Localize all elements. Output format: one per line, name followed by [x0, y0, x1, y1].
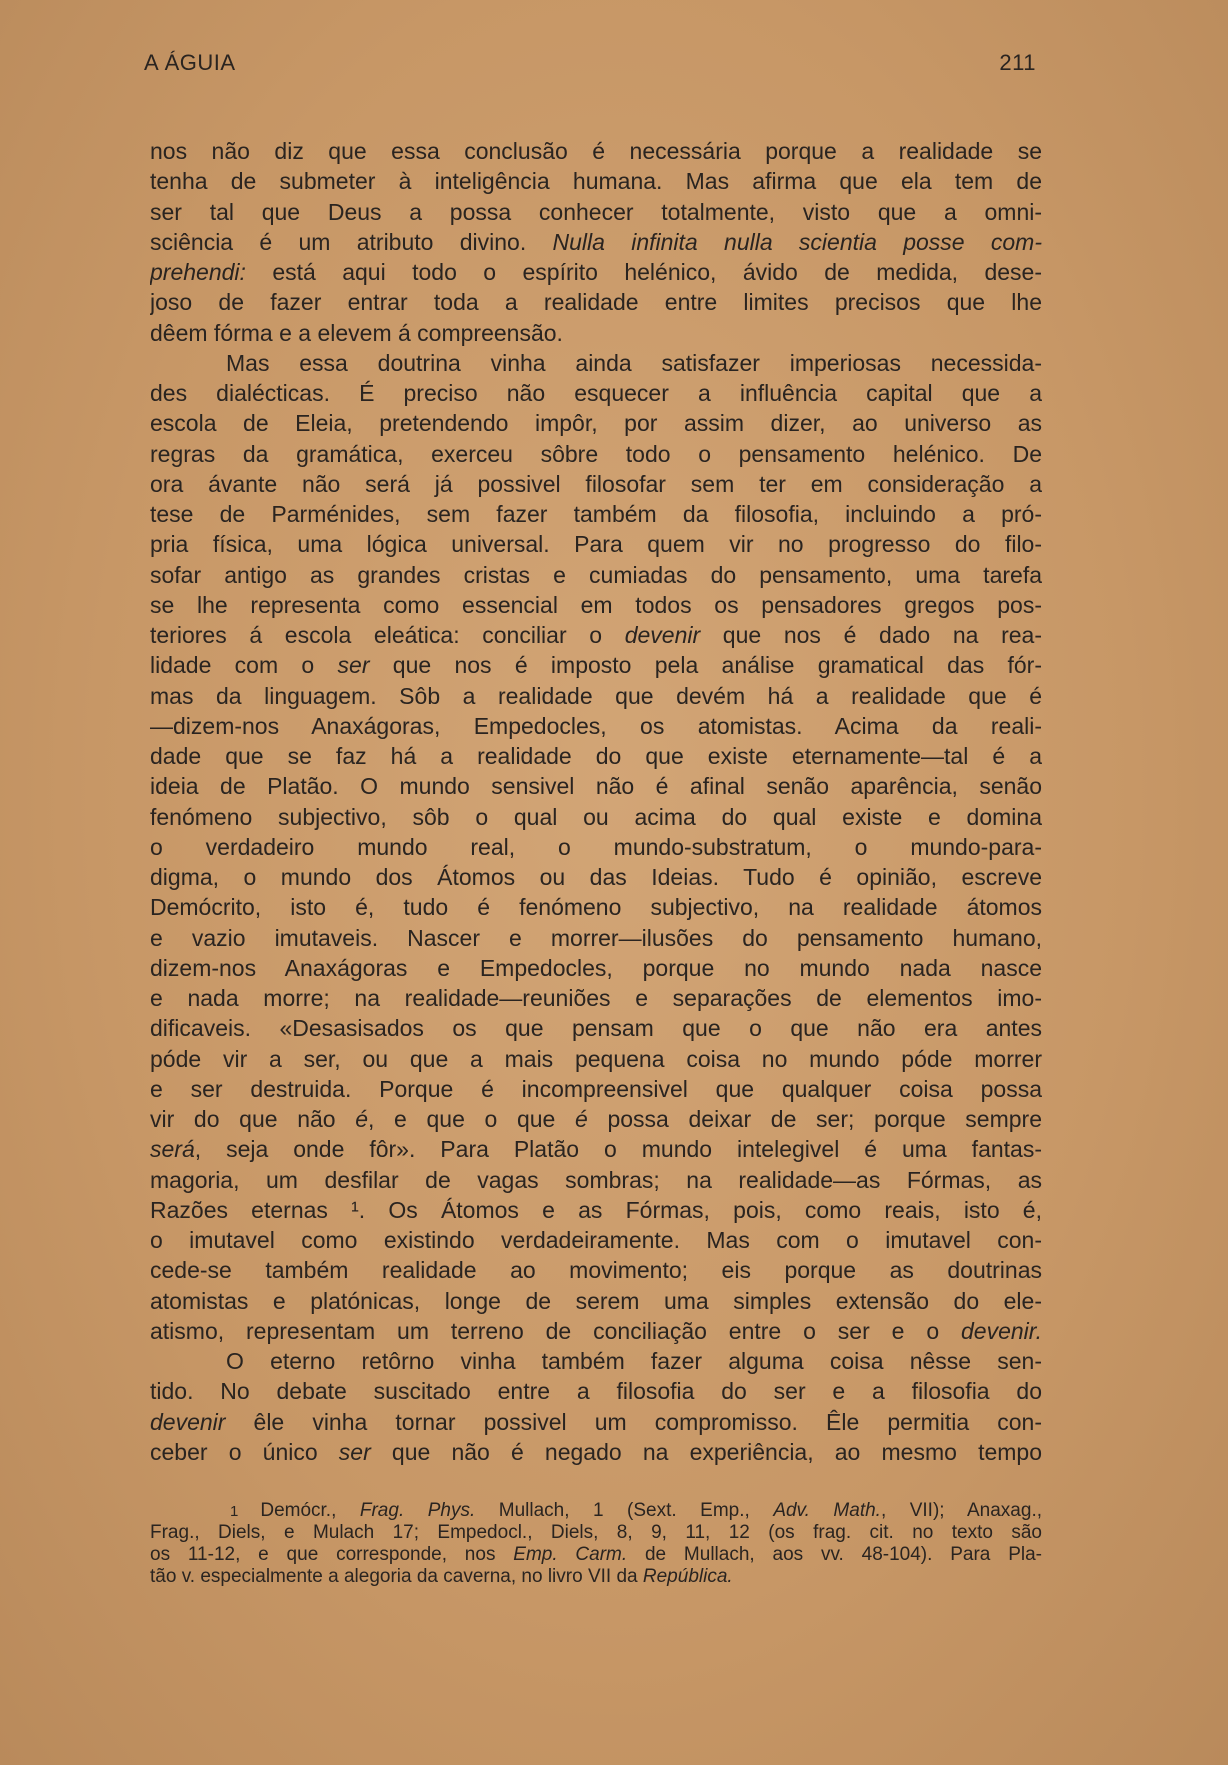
- text-segment: ideia de Platão. O mundo sensivel não é afinal senão aparência, senão: [150, 773, 1042, 800]
- text-line: [150, 1437, 1042, 1467]
- text-line: [150, 227, 1042, 257]
- italic-text: devenir: [150, 1408, 226, 1435]
- text-segment: que nos é dado na rea-: [700, 622, 1042, 648]
- italic-text: será: [150, 1136, 195, 1163]
- text-line: [150, 1013, 1042, 1043]
- text-segment: escola de Eleia, pretendendo impôr, por assim dizer, ao universo as: [150, 410, 1042, 437]
- text-segment: e nada morre; na realidade—reuniões e separações de elementos imo-: [150, 985, 1042, 1011]
- text-segment: o verdadeiro mundo real, o mundo-substratum, o mundo-para-: [150, 833, 1042, 860]
- text-line: [150, 499, 1042, 529]
- footnote: [150, 1500, 1042, 1588]
- text-line: [150, 469, 1042, 499]
- text-line: [150, 620, 1042, 650]
- text-line: [150, 590, 1042, 620]
- text-segment: lidade com o: [150, 652, 338, 679]
- text-line: [150, 560, 1042, 590]
- text-segment: está aqui todo o espírito helénico, ávido de medida, dese-: [245, 259, 1042, 285]
- text-line: [150, 1286, 1042, 1316]
- text-segment: os 11-12, e que corresponde, nos: [150, 1544, 514, 1565]
- text-segment: pria física, uma lógica universal. Para quem vir no progresso do filo-: [150, 531, 1042, 558]
- text-segment: , seja onde fôr». Para Platão o mundo intelegivel é uma fantas-: [194, 1136, 1042, 1163]
- main-text: [150, 136, 1042, 1467]
- text-line: [150, 1376, 1042, 1406]
- text-segment: Mas essa doutrina vinha ainda satisfazer imperiosas necessida-: [226, 349, 1042, 376]
- text-line: [150, 802, 1042, 832]
- footnote-mark: 1: [230, 1503, 239, 1520]
- text-line: [150, 1225, 1042, 1255]
- text-segment: O eterno retôrno vinha também fazer alguma coisa nêsse sen-: [226, 1348, 1042, 1374]
- text-line: [150, 711, 1042, 741]
- footnote-line: [150, 1544, 1042, 1566]
- text-segment: dêem fórma e a elevem á compreensão.: [150, 319, 563, 346]
- text-line: [150, 136, 1042, 166]
- text-segment: joso de fazer entrar toda a realidade entre limites precisos que lhe: [150, 289, 1042, 316]
- text-segment: póde vir a ser, ou que a mais pequena coisa no mundo póde morrer: [150, 1045, 1042, 1072]
- text-segment: cede-se também realidade ao movimento; eis porque as doutrinas: [150, 1257, 1042, 1284]
- italic-text: República.: [642, 1566, 733, 1587]
- italic-text: Adv. Math.: [773, 1500, 881, 1521]
- text-line: [150, 1316, 1042, 1346]
- text-segment: tenha de submeter à inteligência humana. Mas afirma que ela tem de: [150, 168, 1042, 195]
- text-line: [150, 197, 1042, 227]
- running-title: A ÁGUIA: [144, 50, 236, 75]
- text-segment: dizem-nos Anaxágoras e Empedocles, porque no mundo nada nasce: [150, 954, 1042, 981]
- text-segment: magoria, um desfilar de vagas sombras; na realidade—as Fórmas, as: [150, 1166, 1042, 1193]
- text-line: [150, 1255, 1042, 1285]
- text-segment: ser tal que Deus a possa conhecer totalmente, visto que a omni-: [150, 198, 1042, 225]
- footnote-line: [150, 1566, 1042, 1588]
- text-segment: sofar antigo as grandes cristas e cumiadas do pensamento, uma tarefa: [150, 561, 1042, 588]
- text-line: [150, 771, 1042, 801]
- text-line: [150, 1104, 1042, 1134]
- text-line: [150, 650, 1042, 680]
- text-segment: de Mullach, aos vv. 48-104). Para Pla-: [627, 1544, 1042, 1565]
- italic-text: Nulla infinita nulla scientia posse com-: [552, 228, 1042, 255]
- footnote-line: [150, 1500, 1042, 1522]
- italic-text: Emp. Carm.: [513, 1544, 628, 1565]
- text-segment: êle vinha tornar possivel um compromisso. Êle permitia con-: [225, 1408, 1042, 1435]
- text-line: [150, 166, 1042, 196]
- text-segment: —dizem-nos Anaxágoras, Empedocles, os atomistas. Acima da reali-: [150, 712, 1042, 739]
- text-line: [150, 862, 1042, 892]
- text-line: [150, 1165, 1042, 1195]
- italic-text: Frag. Phys.: [359, 1500, 476, 1521]
- text-segment: mas da linguagem. Sôb a realidade que devém há a realidade que é: [150, 682, 1042, 709]
- text-line: [150, 408, 1042, 438]
- text-line: [150, 953, 1042, 983]
- text-line: [150, 348, 1042, 378]
- text-segment: Frag., Diels, e Mulach 17; Empedocl., Diels, 8, 9, 11, 12 (os frag. cit. no texto são: [150, 1522, 1042, 1543]
- text-segment: se lhe representa como essencial em todos os pensadores gregos pos-: [150, 591, 1042, 618]
- page-number: 211: [999, 50, 1036, 75]
- italic-text: devenir: [624, 622, 701, 648]
- text-line: [150, 257, 1042, 287]
- text-segment: atismo, representam um terreno de conciliação entre o ser e o: [150, 1317, 962, 1344]
- text-line: [150, 983, 1042, 1013]
- text-segment: tido. No debate suscitado entre a filosofia do ser e a filosofia do: [150, 1378, 1042, 1405]
- text-segment: que nos é imposto pela análise gramatical das fór-: [369, 652, 1042, 679]
- text-segment: , e que o que: [368, 1106, 576, 1132]
- text-segment: fenómeno subjectivo, sôb o qual ou acima do qual existe e domina: [150, 803, 1042, 830]
- text-line: [150, 1195, 1042, 1225]
- text-segment: dade que se faz há a realidade do que existe eternamente—tal é a: [150, 743, 1042, 769]
- text-segment: des dialécticas. É preciso não esquecer a influência capital que a: [150, 380, 1042, 406]
- text-segment: regras da gramática, exerceu sôbre todo o pensamento helénico. De: [150, 440, 1042, 467]
- text-line: [150, 439, 1042, 469]
- text-segment: que não é negado na experiência, ao mesmo tempo: [370, 1438, 1042, 1465]
- text-segment: , VII); Anaxag.,: [880, 1500, 1042, 1521]
- text-segment: e ser destruida. Porque é incompreensivel que qualquer coisa possa: [150, 1075, 1042, 1102]
- text-segment: atomistas e platónicas, longe de serem uma simples extensão do ele-: [150, 1287, 1042, 1314]
- text-line: [150, 741, 1042, 771]
- text-segment: o imutavel como existindo verdadeiramente. Mas com o imutavel con-: [150, 1227, 1042, 1253]
- text-segment: tão v. especialmente a alegoria da caverna, no livro VII da: [150, 1566, 643, 1587]
- text-segment: tese de Parménides, sem fazer também da filosofia, incluindo a pró-: [150, 501, 1042, 527]
- text-segment: nos não diz que essa conclusão é necessária porque a realidade se: [150, 138, 1042, 164]
- italic-text: ser: [338, 1438, 371, 1465]
- italic-text: é: [575, 1106, 588, 1132]
- text-segment: digma, o mundo dos Átomos ou das Ideias. Tudo é opinião, escreve: [150, 864, 1042, 890]
- italic-text: prehendi:: [150, 259, 246, 285]
- text-line: [150, 1407, 1042, 1437]
- text-line: [150, 378, 1042, 408]
- text-line: [150, 1044, 1042, 1074]
- text-segment: Demócr.,: [260, 1500, 360, 1521]
- text-line: [150, 287, 1042, 317]
- text-segment: teriores á escola eleática: conciliar o: [150, 622, 625, 648]
- italic-text: é: [355, 1106, 369, 1132]
- text-segment: e vazio imutaveis. Nascer e morrer—ilusões do pensamento humano,: [150, 924, 1042, 951]
- text-segment: dificaveis. «Desasisados os que pensam que o que não era antes: [150, 1015, 1042, 1042]
- text-line: [150, 318, 1042, 348]
- text-segment: ora ávante não será já possivel filosofar sem ter em consideração a: [150, 470, 1042, 497]
- text-segment: Demócrito, isto é, tudo é fenómeno subjectivo, na realidade átomos: [150, 894, 1042, 921]
- text-line: [150, 923, 1042, 953]
- text-line: [150, 529, 1042, 559]
- text-segment: Razões eternas ¹. Os Átomos e as Fórmas, pois, como reais, isto é,: [150, 1196, 1042, 1223]
- italic-text: devenir.: [961, 1317, 1042, 1344]
- italic-text: ser: [337, 652, 370, 679]
- text-segment: ceber o único: [150, 1438, 339, 1465]
- running-header: [144, 50, 1036, 90]
- footnote-line: [150, 1522, 1042, 1544]
- text-segment: Mullach, 1 (Sext. Emp.,: [475, 1500, 774, 1521]
- text-line: [150, 1346, 1042, 1376]
- text-line: [150, 832, 1042, 862]
- text-segment: possa deixar de ser; porque sempre: [587, 1106, 1042, 1132]
- text-segment: sciência é um atributo divino.: [150, 228, 553, 255]
- text-line: [150, 681, 1042, 711]
- text-segment: vir do que não: [150, 1106, 356, 1132]
- text-line: [150, 1134, 1042, 1164]
- text-line: [150, 892, 1042, 922]
- text-line: [150, 1074, 1042, 1104]
